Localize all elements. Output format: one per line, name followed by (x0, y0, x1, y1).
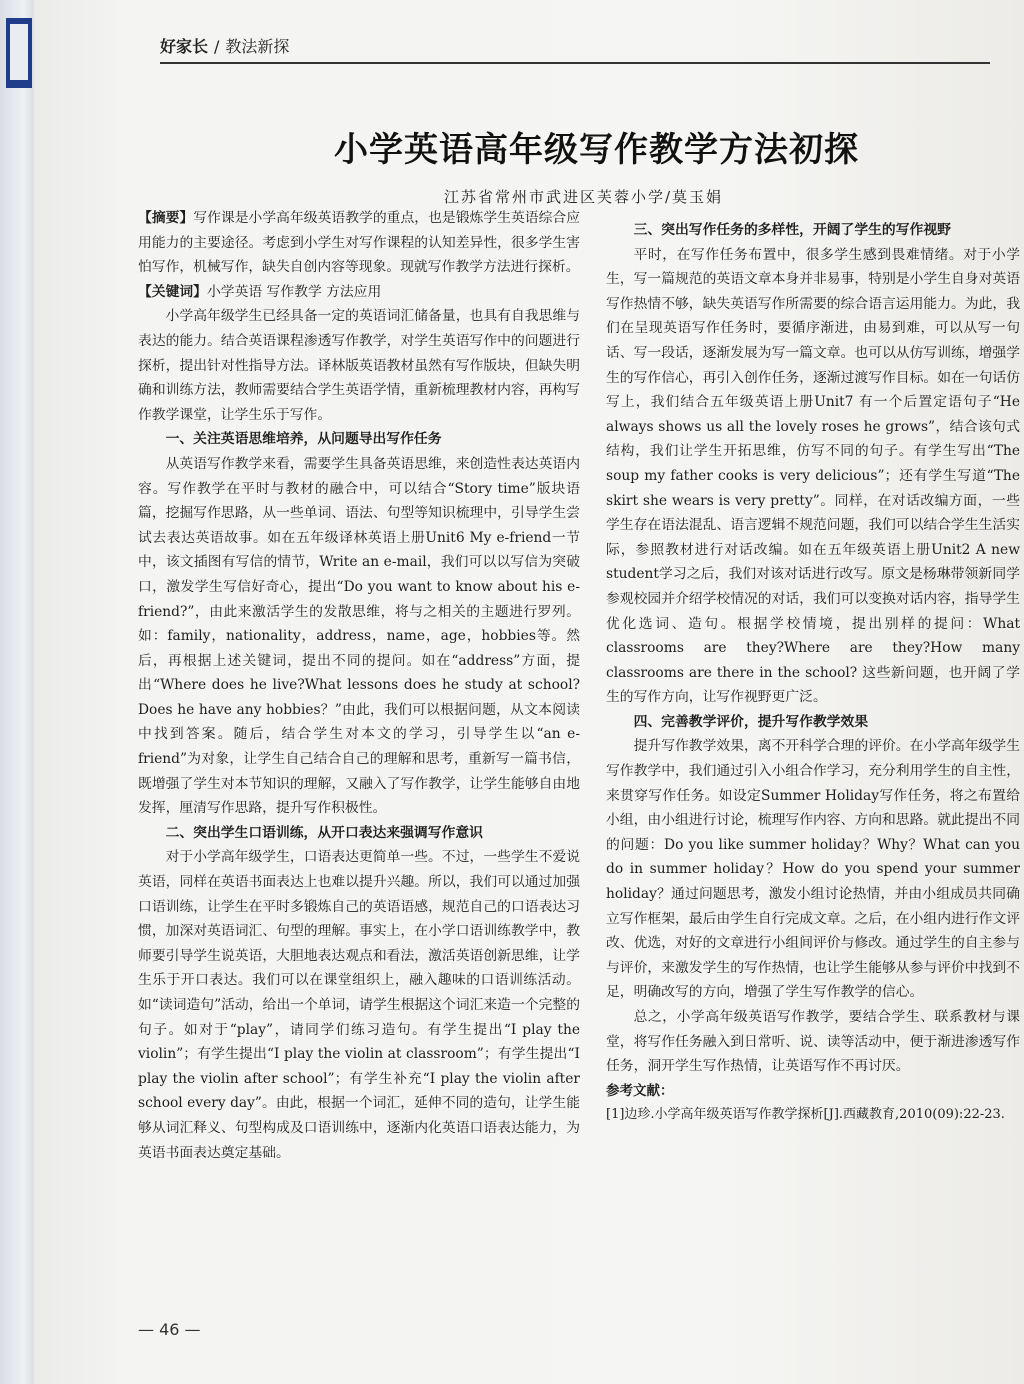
magazine-page (34, 0, 1024, 1384)
section-4-paragraph: 提升写作教学效果，离不开科学合理的评价。在小学高年级学生写作教学中，我们通过引入小组合作学习，充分利用学生的自主性，来贯穿写作任务。如设定Summer Holiday写作任务，将之布置给小组，由小组进行讨论，梳理写作内容、方向和思路。就此提出不同的问题：Do you like summer holiday？Why？What can you do in summer holiday？How do you spend your summer holiday？通过问题思考，激发小组讨论热情，并由小组成员共同确立写作框架，最后由学生自行完成文章。之后，在小组内进行作文评改、优选，对好的文章进行小组间评价与修改。通过学生的自主参与与评价，来激发学生的写作热情，也让学生能够从参与评价中找到不足，明确改写的方向，增强了学生写作教学的信心。 (606, 738, 1020, 1001)
intro-paragraph: 小学高年级学生已经具备一定的英语词汇储备量，也具有自我思维与表达的能力。结合英语课程渗透写作教学，对学生英语写作中的问题进行探析，提出针对性指导方法。译林版英语教材虽然有写作版块，但缺失明确和训练方法，教师需要结合学生英语学情，重新梳理教材内容，再构写作教学课堂，让学生乐于写作。 (138, 308, 580, 423)
running-header (160, 34, 289, 57)
section-3-paragraph: 平时，在写作任务布置中，很多学生感到畏难情绪。对于小学生，写一篇规范的英语文章本身并非易事，特别是小学生自身对英语写作热情不够，缺失英语写作所需要的综合语言运用能力。为此，我们在呈现英语写作任务时，要循序渐进，由易到难，可以从写一句话、写一段话，逐渐发展为写一篇文章。也可以从仿写训练，增强学生的写作信心，再引入创作任务，逐渐过渡写作目标。如在一句话仿写上，我们结合五年级英语上册Unit7 有一个后置定语句子“He always shows us all the lovely roses he grows”，结合该句式结构，我们让学生开拓思维，仿写不同的句子。有学生写出“The soup my father cooks is very delicious”；还有学生写道“The skirt she wears is very pretty”。同样，在对话改编方面，一些学生存在语法混乱、语言逻辑不规范问题，我们可以结合学生生活实际，参照教材进行对话改编。如在五年级英语上册Unit2 A new student学习之后，我们对该对话进行改写。原文是杨琳带领新同学参观校园并介绍学校情况的对话，我们可以变换对话内容，指导学生优化选词、造句。根据学校情境，提出别样的提问：What classrooms are they?Where are they?How many classrooms are there in the school? 这些新问题，也开阔了学生的写作方向，让写作视野更广泛。 (606, 246, 1020, 706)
section-3-heading: 三、突出写作任务的多样性，开阔了学生的写作视野 (633, 222, 951, 238)
page-number: — 46 — (138, 1320, 201, 1339)
keywords-label: 【关键词】 (138, 283, 207, 300)
header-rule (160, 62, 990, 64)
section-2-heading: 二、突出学生口语训练，从开口表达来强调写作意识 (165, 824, 483, 841)
left-column (138, 206, 580, 1278)
header-separator: / (214, 37, 220, 56)
conclusion-paragraph: 总之，小学高年级英语写作教学，要结合学生、联系教材与课堂，将写作任务融入到日常听、说、读等活动中，便于渐进渗透写作任务，洞开学生写作热情，让英语写作不再讨厌。 (606, 1009, 1020, 1075)
keywords-text: 小学英语 写作教学 方法应用 (206, 283, 382, 300)
reference-item: [1]边珍.小学高年级英语写作教学探析[J].西藏教育,2010(09):22-23. (606, 1107, 1005, 1123)
references-title: 参考文献： (606, 1082, 674, 1099)
abstract-label: 【摘要】 (138, 210, 194, 226)
article-author: 江苏省常州市武进区芙蓉小学/莫玉娟 (444, 188, 724, 206)
header-section: 教法新探 (225, 37, 290, 56)
abstract-text: 写作课是小学高年级英语教学的重点，也是锻炼学生英语综合应用能力的主要途径。考虑到小学生对写作课程的认知差异性，很多学生害怕写作，机械写作，缺失自创内容等现象。现就写作教学方法进行探析。 (138, 210, 580, 276)
header-brand: 好家长 (160, 37, 209, 56)
section-2-paragraph: 对于小学高年级学生，口语表达更简单一些。不过，一些学生不爱说英语，同样在英语书面表达上也难以提升兴趣。所以，我们可以通过加强口语训练，让学生在平时多锻炼自己的英语语感，规范自己的口语表达习惯，加深对英语词汇、句型的理解。事实上，在小学口语训练教学中，教师要引导学生说英语，大胆地表达观点和看法，激活英语创新思维，让学生乐于开口表达。我们可以在课堂组织上，融入趣味的口语训练活动。如“读词造句”活动，给出一个单词，请学生根据这个词汇来造一个完整的句子。如对于“play”，请同学们练习造句。有学生提出“I play the violin”；有学生提出“I play the violin at classroom”；有学生提出“I play the violin after school”；有学生补充“I play the violin after school every day”。由此，根据一个词汇，延伸不同的造句，让学生能够从词汇释义、句型构成及口语训练中，逐渐内化英语口语表达能力，为英语书面表达奠定基础。 (138, 849, 580, 1161)
section-1-paragraph: 从英语写作教学来看，需要学生具备英语思维，来创造性表达英语内容。写作教学在平时与教材的融合中，可以结合“Story time”版块语篇，挖掘写作思路，从一些单词、语法、句型等知识梳理中，引导学生尝试去表达英语故事。如在五年级译林英语上册Unit6 My e-friend一节中，该文插图有写信的情节，Write an e-mail，我们可以以写信为突破口，激发学生写信好奇心，提出“Do you want to know about his e-friend?”，由此来激活学生的发散思维，将与之相关的主题进行罗列。如：family，nationality，address，name，age，hobbies等。然后，再根据上述关键词，提出不同的提问。如在“address”方面，提出“Where does he live?What lessons does he study at school? Does he have any hobbies？”由此，我们可以根据问题，从文本阅读中找到答案。随后，结合学生对本文的学习，引导学生以“an e-friend”为对象，让学生自己结合自己的理解和思考，重新写一篇书信，既增强了学生对本节知识的理解，又融入了写作教学，让学生能够自由地发挥，厘清写作思路，提升写作积极性。 (138, 455, 580, 817)
right-column (606, 218, 1020, 1268)
section-1-heading: 一、关注英语思维培养，从问题导出写作任务 (165, 431, 442, 448)
article-title: 小学英语高年级写作教学方法初探 (334, 130, 859, 170)
keywords (138, 280, 580, 305)
adjacent-page-logo-inner (10, 24, 28, 80)
abstract (138, 206, 580, 280)
section-4-heading: 四、完善教学评价，提升写作教学效果 (633, 713, 869, 730)
